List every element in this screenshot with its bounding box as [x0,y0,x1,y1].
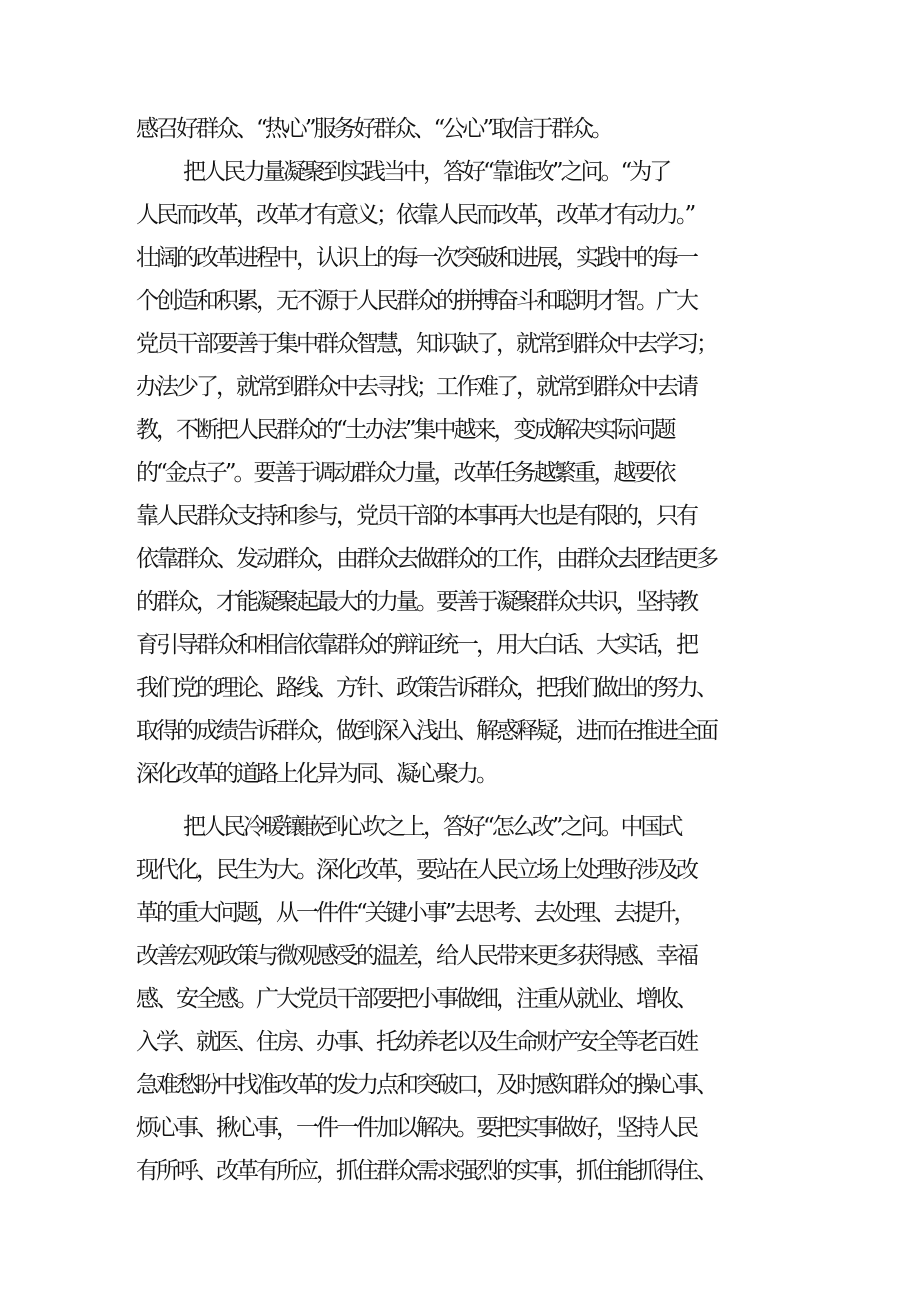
text-line-25: 有所呼、改革有所应，抓住群众需求强烈的实事，抓住能抓得住、 [136,1158,716,1184]
text-line-24: 烦心事、揪心事，一件一件加以解决。要把实事做好，坚持人民 [136,1115,696,1141]
text-line-8: 教，不断把人民群众的“土办法”集中越来，变成解决实际问题 [136,417,674,443]
text-line-23: 急难愁盼中找准改革的发力点和突破口，及时感知群众的操心事、 [136,1072,716,1098]
text-line-1: 感召好群众、“热心”服务好群众、“公心”取信于群众。 [136,116,612,142]
text-line-19: 革的重大问题，从一件件“关键小事”去思考、去处理、去提升， [136,900,694,926]
text-line-21: 感、安全感。广大党员干部要把小事做细，注重从就业、增收、 [136,986,696,1012]
text-line-11: 依靠群众、发动群众，由群众去做群众的工作，由群众去团结更多 [136,546,716,572]
text-line-17: 把人民冷暖镶嵌到心坎之上，答好“怎么改”之问。中国式 [183,814,681,840]
text-line-22: 入学、就医、住房、办事、托幼养老以及生命财产安全等老百姓 [136,1029,696,1055]
text-line-2: 把人民力量凝聚到实践当中，答好“靠谁改”之问。“为了 [183,159,670,185]
text-line-12: 的群众，才能凝聚起最大的力量。要善于凝聚群众共识，坚持教 [136,589,696,615]
text-line-14: 我们党的理论、路线、方针、政策告诉群众，把我们做出的努力、 [136,675,716,701]
text-line-13: 育引导群众和相信依靠群众的辩证统一，用大白话、大实话，把 [136,632,696,658]
text-line-7: 办法少了，就常到群众中去寻找；工作难了，就常到群众中去请 [136,374,696,400]
text-line-9: 的“金点子”。要善于调动群众力量，改革任务越繁重，越要依 [136,460,674,486]
text-line-6: 党员干部要善于集中群众智慧，知识缺了，就常到群众中去学习； [136,331,716,357]
text-line-3: 人民而改革，改革才有意义；依靠人民而改革，改革才有动力。” [136,202,694,228]
text-line-15: 取得的成绩告诉群众，做到深入浅出、解惑释疑，进而在推进全面 [136,718,716,744]
text-line-4: 壮阔的改革进程中，认识上的每一次突破和进展，实践中的每一 [136,245,696,271]
text-line-10: 靠人民群众支持和参与，党员干部的本事再大也是有限的，只有 [136,503,696,529]
text-line-18: 现代化，民生为大。深化改革，要站在人民立场上处理好涉及改 [136,857,696,883]
text-line-20: 改善宏观政策与微观感受的温差，给人民带来更多获得感、幸福 [136,943,696,969]
text-line-16: 深化改革的道路上化异为同、凝心聚力。 [136,761,496,787]
text-line-5: 个创造和积累，无不源于人民群众的拼搏奋斗和聪明才智。广大 [136,288,696,314]
